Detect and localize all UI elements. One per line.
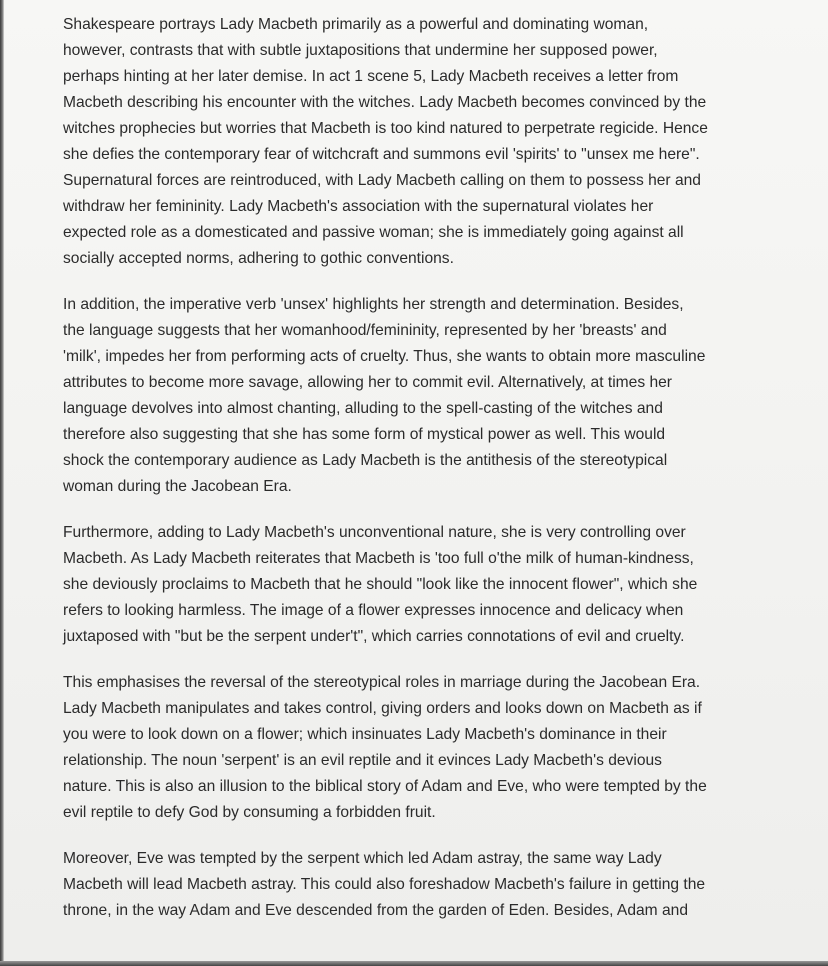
paragraph-1: Shakespeare portrays Lady Macbeth primarily as a powerful and dominating woman, however, contrasts that with subtle juxtapositions that undermine her supposed power, perhaps hinting at her later demise. In act 1 scene 5, Lady Macbeth receives a letter from Macbeth describing his encounter with the witches. Lady Macbeth becomes convinced by the witches prophecies but worries that Macbeth is too kind natured to perpetrate regicide. Hence she defies the contemporary fear of witchcraft and summons evil 'spirits' to "unsex me here". Supernatural forces are reintroduced, with Lady Macbeth calling on them to possess her and withdraw her femininity. Lady Macbeth's association with the supernatural violates her expected role as a domesticated and passive woman; she is immediately going against all socially accepted norms, adhering to gothic conventions.	[63, 16, 708, 267]
paragraph-3: Furthermore, adding to Lady Macbeth's unconventional nature, she is very controlling over Macbeth. As Lady Macbeth reiterates that Macbeth is 'too full o'the milk of human-kindness, she deviously proclaims to Macbeth that he should "look like the innocent flower", which she refers to looking harmless. The image of a flower expresses innocence and delicacy when juxtaposed with "but be the serpent under't", which carries connotations of evil and cruelty.	[63, 524, 698, 645]
essay-body	[63, 12, 823, 944]
paragraph-4: This emphasises the reversal of the stereotypical roles in marriage during the Jacobean Era. Lady Macbeth manipulates and takes control, giving orders and looks down on Macbeth as if you were to look down on a flower; which insinuates Lady Macbeth's dominance in their relationship. The noun 'serpent' is an evil reptile and it evinces Lady Macbeth's devious nature. This is also an illusion to the biblical story of Adam and Eve, who were tempted by the evil reptile to defy God by consuming a forbidden fruit.	[63, 674, 707, 821]
paragraph-2: In addition, the imperative verb 'unsex' highlights her strength and determination. Besides, the language suggests that her womanhood/femininity, represented by her 'breasts' and 'milk', impedes her from performing acts of cruelty. Thus, she wants to obtain more masculine attributes to become more savage, allowing her to commit evil. Alternatively, at times her language devolves into almost chanting, alluding to the spell-casting of the witches and therefore also suggesting that she has some form of mystical power as well. This would shock the contemporary audience as Lady Macbeth is the antithesis of the stereotypical woman during the Jacobean Era.	[63, 296, 706, 495]
page-bottom-edge	[0, 961, 828, 966]
paragraph-5: Moreover, Eve was tempted by the serpent which led Adam astray, the same way Lady Macbeth will lead Macbeth astray. This could also foreshadow Macbeth's failure in getting the throne, in the way Adam and Eve descended from the garden of Eden. Besides, Adam and	[63, 850, 706, 919]
page-left-edge	[0, 0, 4, 966]
